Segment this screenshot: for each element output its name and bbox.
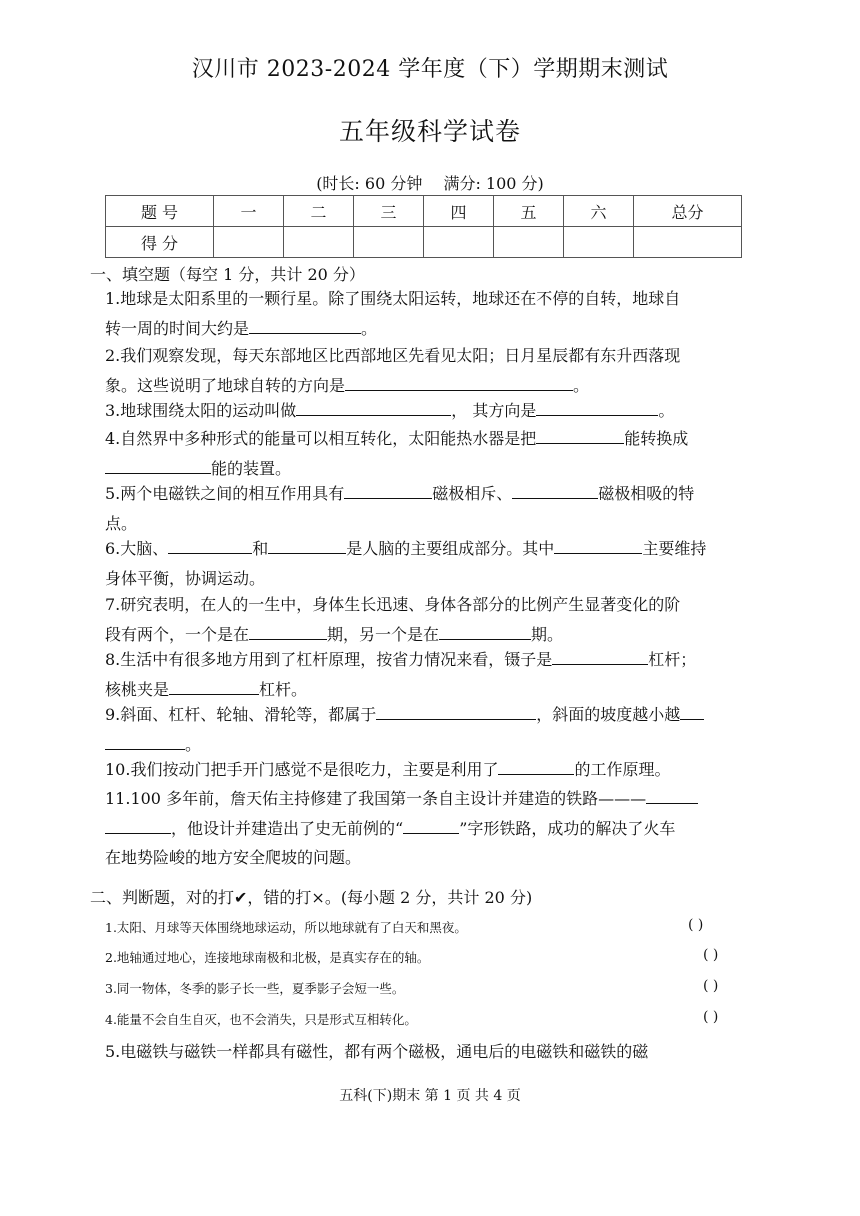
question-line: 6.大脑、 和 是人脑的主要组成部分。其中 主要维持 — [105, 534, 745, 564]
answer-blank[interactable] — [105, 731, 185, 750]
question-10 — [105, 755, 745, 785]
answer-blank[interactable] — [168, 535, 252, 554]
answer-parentheses[interactable]: ( ) — [703, 1009, 719, 1025]
question-5 — [105, 479, 745, 538]
question-line: 转一周的时间大约是 。 — [105, 314, 745, 344]
score-input-cell[interactable] — [214, 227, 284, 258]
question-line: 象。这些说明了地球自转的方向是 。 — [105, 371, 745, 401]
question-line: 。 — [105, 730, 745, 760]
answer-blank[interactable] — [552, 646, 648, 665]
exam-subtitle: 五年级科学试卷 — [338, 117, 521, 146]
score-input-cell[interactable] — [354, 227, 424, 258]
answer-blank[interactable] — [249, 621, 327, 640]
score-input-cell[interactable] — [284, 227, 354, 258]
question-line: 5.电磁铁与磁铁一样都具有磁性，都有两个磁极，通电后的电磁铁和磁铁的磁 — [105, 1042, 649, 1061]
judgment-item-3: 3.同一物体，冬季的影子长一些，夏季影子会短一些。 — [105, 981, 405, 996]
question-line: 8.生活中有很多地方用到了杠杆原理，按省力情况来看，镊子是 杠杆； — [105, 645, 745, 675]
answer-blank[interactable] — [105, 455, 211, 474]
answer-blank[interactable] — [376, 701, 536, 720]
question-line: 能的装置。 — [105, 454, 745, 484]
question-line: ，他设计并建造出了史无前例的“ ”字形铁路，成功的解决了火车 — [105, 814, 745, 844]
score-table-cell: 六 — [564, 196, 634, 227]
answer-blank[interactable] — [169, 676, 259, 695]
question-line: 4.自然界中多种形式的能量可以相互转化，太阳能热水器是把 能转换成 — [105, 424, 745, 454]
answer-blank[interactable] — [536, 397, 658, 416]
duration-text: (时长: 60 分钟 — [316, 174, 423, 193]
answer-blank[interactable] — [536, 425, 624, 444]
question-line: 11.100 多年前，詹天佑主持修建了我国第一条自主设计并建造的铁路——— — [105, 784, 745, 814]
score-table-score-row — [106, 227, 742, 258]
question-1 — [105, 284, 745, 343]
question-line: 5.两个电磁铁之间的相互作用具有 磁极相斥、 磁极相吸的特 — [105, 479, 745, 509]
score-input-cell[interactable] — [634, 227, 742, 258]
score-table-cell: 四 — [424, 196, 494, 227]
score-table-header-row — [106, 196, 742, 227]
score-input-cell[interactable] — [564, 227, 634, 258]
judgment-item-2: 2.地轴通过地心，连接地球南极和北极，是真实存在的轴。 — [105, 950, 430, 965]
judgment-item-5 — [105, 1037, 745, 1067]
answer-blank[interactable] — [345, 372, 573, 391]
answer-blank[interactable] — [512, 480, 598, 499]
score-input-cell[interactable] — [494, 227, 564, 258]
judgment-item-1: 1.太阳、月球等天体围绕地球运动，所以地球就有了白天和黑夜。 — [105, 920, 467, 935]
question-3 — [105, 396, 745, 426]
answer-parentheses[interactable]: ( ) — [703, 947, 719, 963]
question-2 — [105, 341, 745, 400]
judgment-item-4: 4.能量不会自生自灭，也不会消失，只是形式互相转化。 — [105, 1012, 417, 1027]
answer-blank[interactable] — [554, 535, 642, 554]
full-score-text: 满分: 100 分) — [443, 174, 544, 193]
question-line: 9.斜面、杠杆、轮轴、滑轮等，都属于 ，斜面的坡度越小越 — [105, 700, 745, 730]
score-input-cell[interactable] — [424, 227, 494, 258]
question-line: 在地势险峻的地方安全爬坡的问题。 — [105, 848, 362, 867]
section1-heading: 一、填空题（每空 1 分，共计 20 分） — [90, 265, 365, 284]
answer-blank[interactable] — [344, 480, 432, 499]
question-line: 7.研究表明，在人的一生中，身体生长迅速、身体各部分的比例产生显著变化的阶 — [105, 595, 681, 614]
question-8 — [105, 645, 745, 704]
answer-blank[interactable] — [498, 756, 574, 775]
answer-parentheses[interactable]: ( ) — [688, 917, 704, 933]
exam-info — [0, 171, 860, 194]
exam-title: 汉川市 2023-2024 学年度（下）学期期末测试 — [191, 57, 669, 82]
answer-parentheses[interactable]: ( ) — [703, 978, 719, 994]
answer-blank[interactable] — [646, 785, 698, 804]
answer-blank[interactable] — [296, 397, 451, 416]
question-6 — [105, 534, 745, 593]
score-table-cell: 一 — [214, 196, 284, 227]
answer-blank[interactable] — [403, 815, 459, 834]
question-9 — [105, 700, 745, 759]
question-line: 1.地球是太阳系里的一颗行星。除了围绕太阳运转，地球还在不停的自转，地球自 — [105, 289, 681, 308]
score-table-cell: 题 号 — [106, 196, 214, 227]
answer-blank[interactable] — [249, 315, 361, 334]
section2-heading: 二、判断题，对的打✔，错的打×。(每小题 2 分，共计 20 分) — [90, 888, 533, 907]
answer-blank[interactable] — [105, 815, 171, 834]
question-line: 3.地球围绕太阳的运动叫做 ， 其方向是 。 — [105, 396, 745, 426]
score-table-cell: 得 分 — [106, 227, 214, 258]
question-line: 10.我们按动门把手开门感觉不是很吃力，主要是利用了 的工作原理。 — [105, 755, 745, 785]
score-table-cell: 五 — [494, 196, 564, 227]
answer-blank[interactable] — [680, 701, 704, 720]
question-line: 点。 — [105, 513, 138, 533]
question-7 — [105, 590, 745, 649]
score-table — [105, 195, 742, 258]
answer-blank[interactable] — [439, 621, 531, 640]
question-4 — [105, 424, 745, 483]
question-line: 身体平衡，协调运动。 — [105, 568, 266, 588]
question-line: 段有两个，一个是在 期，另一个是在 期。 — [105, 620, 745, 650]
answer-blank[interactable] — [268, 535, 346, 554]
page-footer: 五科(下)期末 第 1 页 共 4 页 — [339, 1088, 521, 1104]
score-table-cell: 总分 — [634, 196, 742, 227]
question-line: 2.我们观察发现，每天东部地区比西部地区先看见太阳；日月星辰都有东升西落现 — [105, 346, 681, 365]
score-table-cell: 二 — [284, 196, 354, 227]
question-line: 核桃夹是 杠杆。 — [105, 675, 745, 705]
question-11 — [105, 784, 745, 873]
score-table-cell: 三 — [354, 196, 424, 227]
